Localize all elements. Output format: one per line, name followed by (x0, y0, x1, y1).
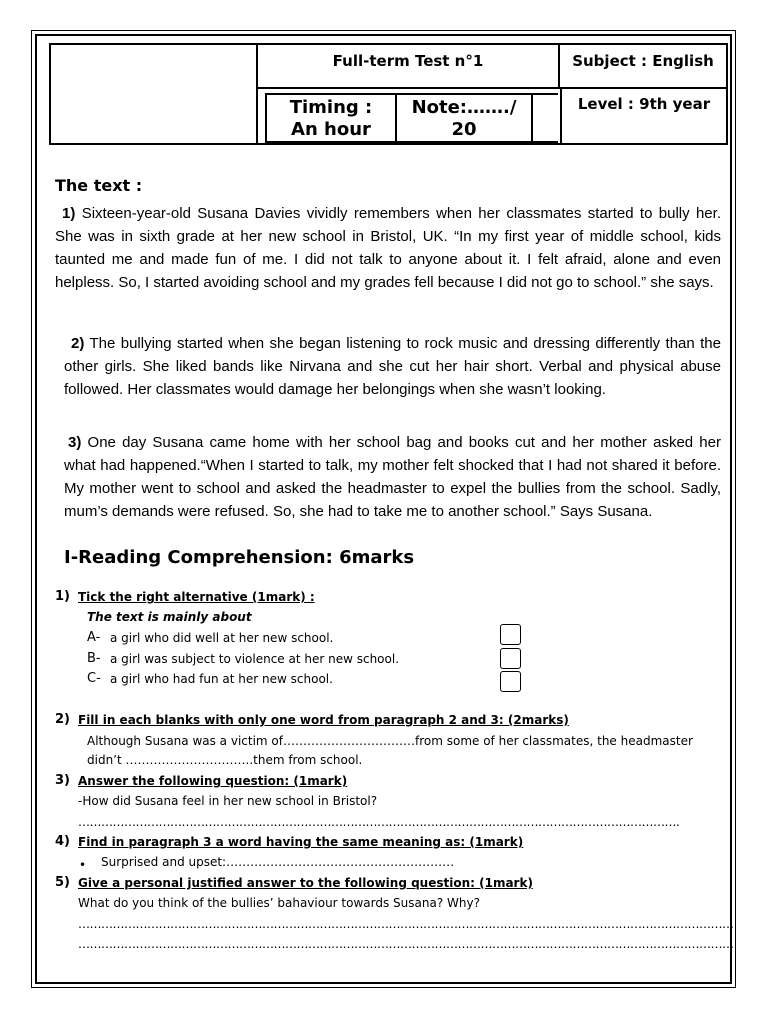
level-cell: Level : 9th year (560, 89, 726, 143)
note-label: Note:……./ (411, 97, 517, 118)
text-heading: The text : (55, 176, 143, 195)
paragraph-body: The bullying started when she began listening to rock music and dressing differently than the other girls. She liked bands like Nirvana and she cut her hair short. Verbal and physical abuse followed. Her classmates would damage her belongings when she wasn’t looking. (64, 335, 721, 398)
q2-line-2: didn’t …………………………..them from school. (87, 753, 363, 767)
paragraph-number: 3) (68, 434, 82, 451)
q1-number: 1) (55, 589, 70, 604)
checkbox-b[interactable] (500, 648, 521, 669)
paragraph-3 (64, 431, 721, 523)
q1-option-b-letter: B- (87, 651, 101, 666)
q1-option-b-text: a girl was subject to violence at her new school. (110, 652, 400, 666)
timing-cell (265, 93, 397, 143)
q1-stem: The text is mainly about (87, 610, 252, 624)
checkbox-a[interactable] (500, 624, 521, 645)
q2-line-1: Although Susana was a victim of……………………………from some of her classmates, the headmaster (87, 734, 693, 748)
paragraph-number: 1) (62, 205, 76, 222)
q1-option-a-text: a girl who did well at her new school. (110, 631, 334, 645)
q4-title: Find in paragraph 3 a word having the same meaning as: (1mark) (78, 835, 524, 849)
q5-number: 5) (55, 875, 70, 890)
q4-item[interactable]: Surprised and upset:………………………………………………… (101, 855, 455, 869)
checkbox-c[interactable] (500, 671, 521, 692)
q5-question: What do you think of the bullies’ bahaviour towards Susana? Why? (78, 896, 480, 910)
q3-title: Answer the following question: (1mark) (78, 774, 348, 788)
timing-label: Timing : (289, 97, 373, 118)
header-table (49, 43, 728, 145)
section-title: I-Reading Comprehension: 6marks (64, 547, 415, 568)
q1-option-c-text: a girl who had fun at her new school. (110, 672, 333, 686)
paragraph-body: One day Susana came home with her school bag and books cut and her mother asked her what had happened.“When I started to talk, my mother felt shocked that I had not shared it before. My mother went to school and asked the headmaster to expel the bullies from the school. Sadly, mum’s demands were refused. So, she had to take me to another school.” Says Susana. (64, 434, 721, 520)
q5-answer-line-1[interactable]: ……………………………………………………………………………………………………………………………………………………… (78, 917, 734, 931)
q4-number: 4) (55, 834, 70, 849)
q2-number: 2) (55, 712, 70, 727)
q3-question: -How did Susana feel in her new school in Bristol? (78, 794, 378, 808)
subject-cell: Subject : English (560, 45, 726, 89)
q1-title: Tick the right alternative (1mark) : (78, 590, 315, 604)
note-tail-cell (533, 93, 558, 143)
q5-answer-line-2[interactable]: ……………………………………………………………………………………………………………………………………………………… (78, 937, 734, 951)
note-total: 20 (451, 119, 477, 140)
q1-option-c-letter: C- (87, 671, 101, 686)
q2-title: Fill in each blanks with only one word from paragraph 2 and 3: (2marks) (78, 713, 569, 727)
note-cell (397, 93, 533, 143)
bullet-icon: • (79, 858, 87, 872)
logo-cell (51, 45, 258, 143)
paragraph-2 (64, 332, 721, 401)
paragraph-1 (55, 202, 721, 294)
q5-title: Give a personal justified answer to the following question: (1mark) (78, 876, 533, 890)
q3-answer-line[interactable]: …………………………………………………………………………………………………………………………………………. (78, 815, 680, 829)
q3-number: 3) (55, 773, 70, 788)
timing-value: An hour (291, 119, 371, 140)
paragraph-number: 2) (71, 335, 85, 352)
paragraph-body: Sixteen-year-old Susana Davies vividly remembers when her classmates started to bully her. She was in sixth grade at her new school in Bristol, UK. “In my first year of middle school, kids taunted me and made fun of me. I did not talk to anyone about it. I felt afraid, alone and even helpless. So, I started avoiding school and my grades fell because I did not go to school.” she says. (55, 205, 721, 291)
test-title: Full-term Test n°1 (258, 45, 560, 89)
q1-option-a-letter: A- (87, 630, 101, 645)
